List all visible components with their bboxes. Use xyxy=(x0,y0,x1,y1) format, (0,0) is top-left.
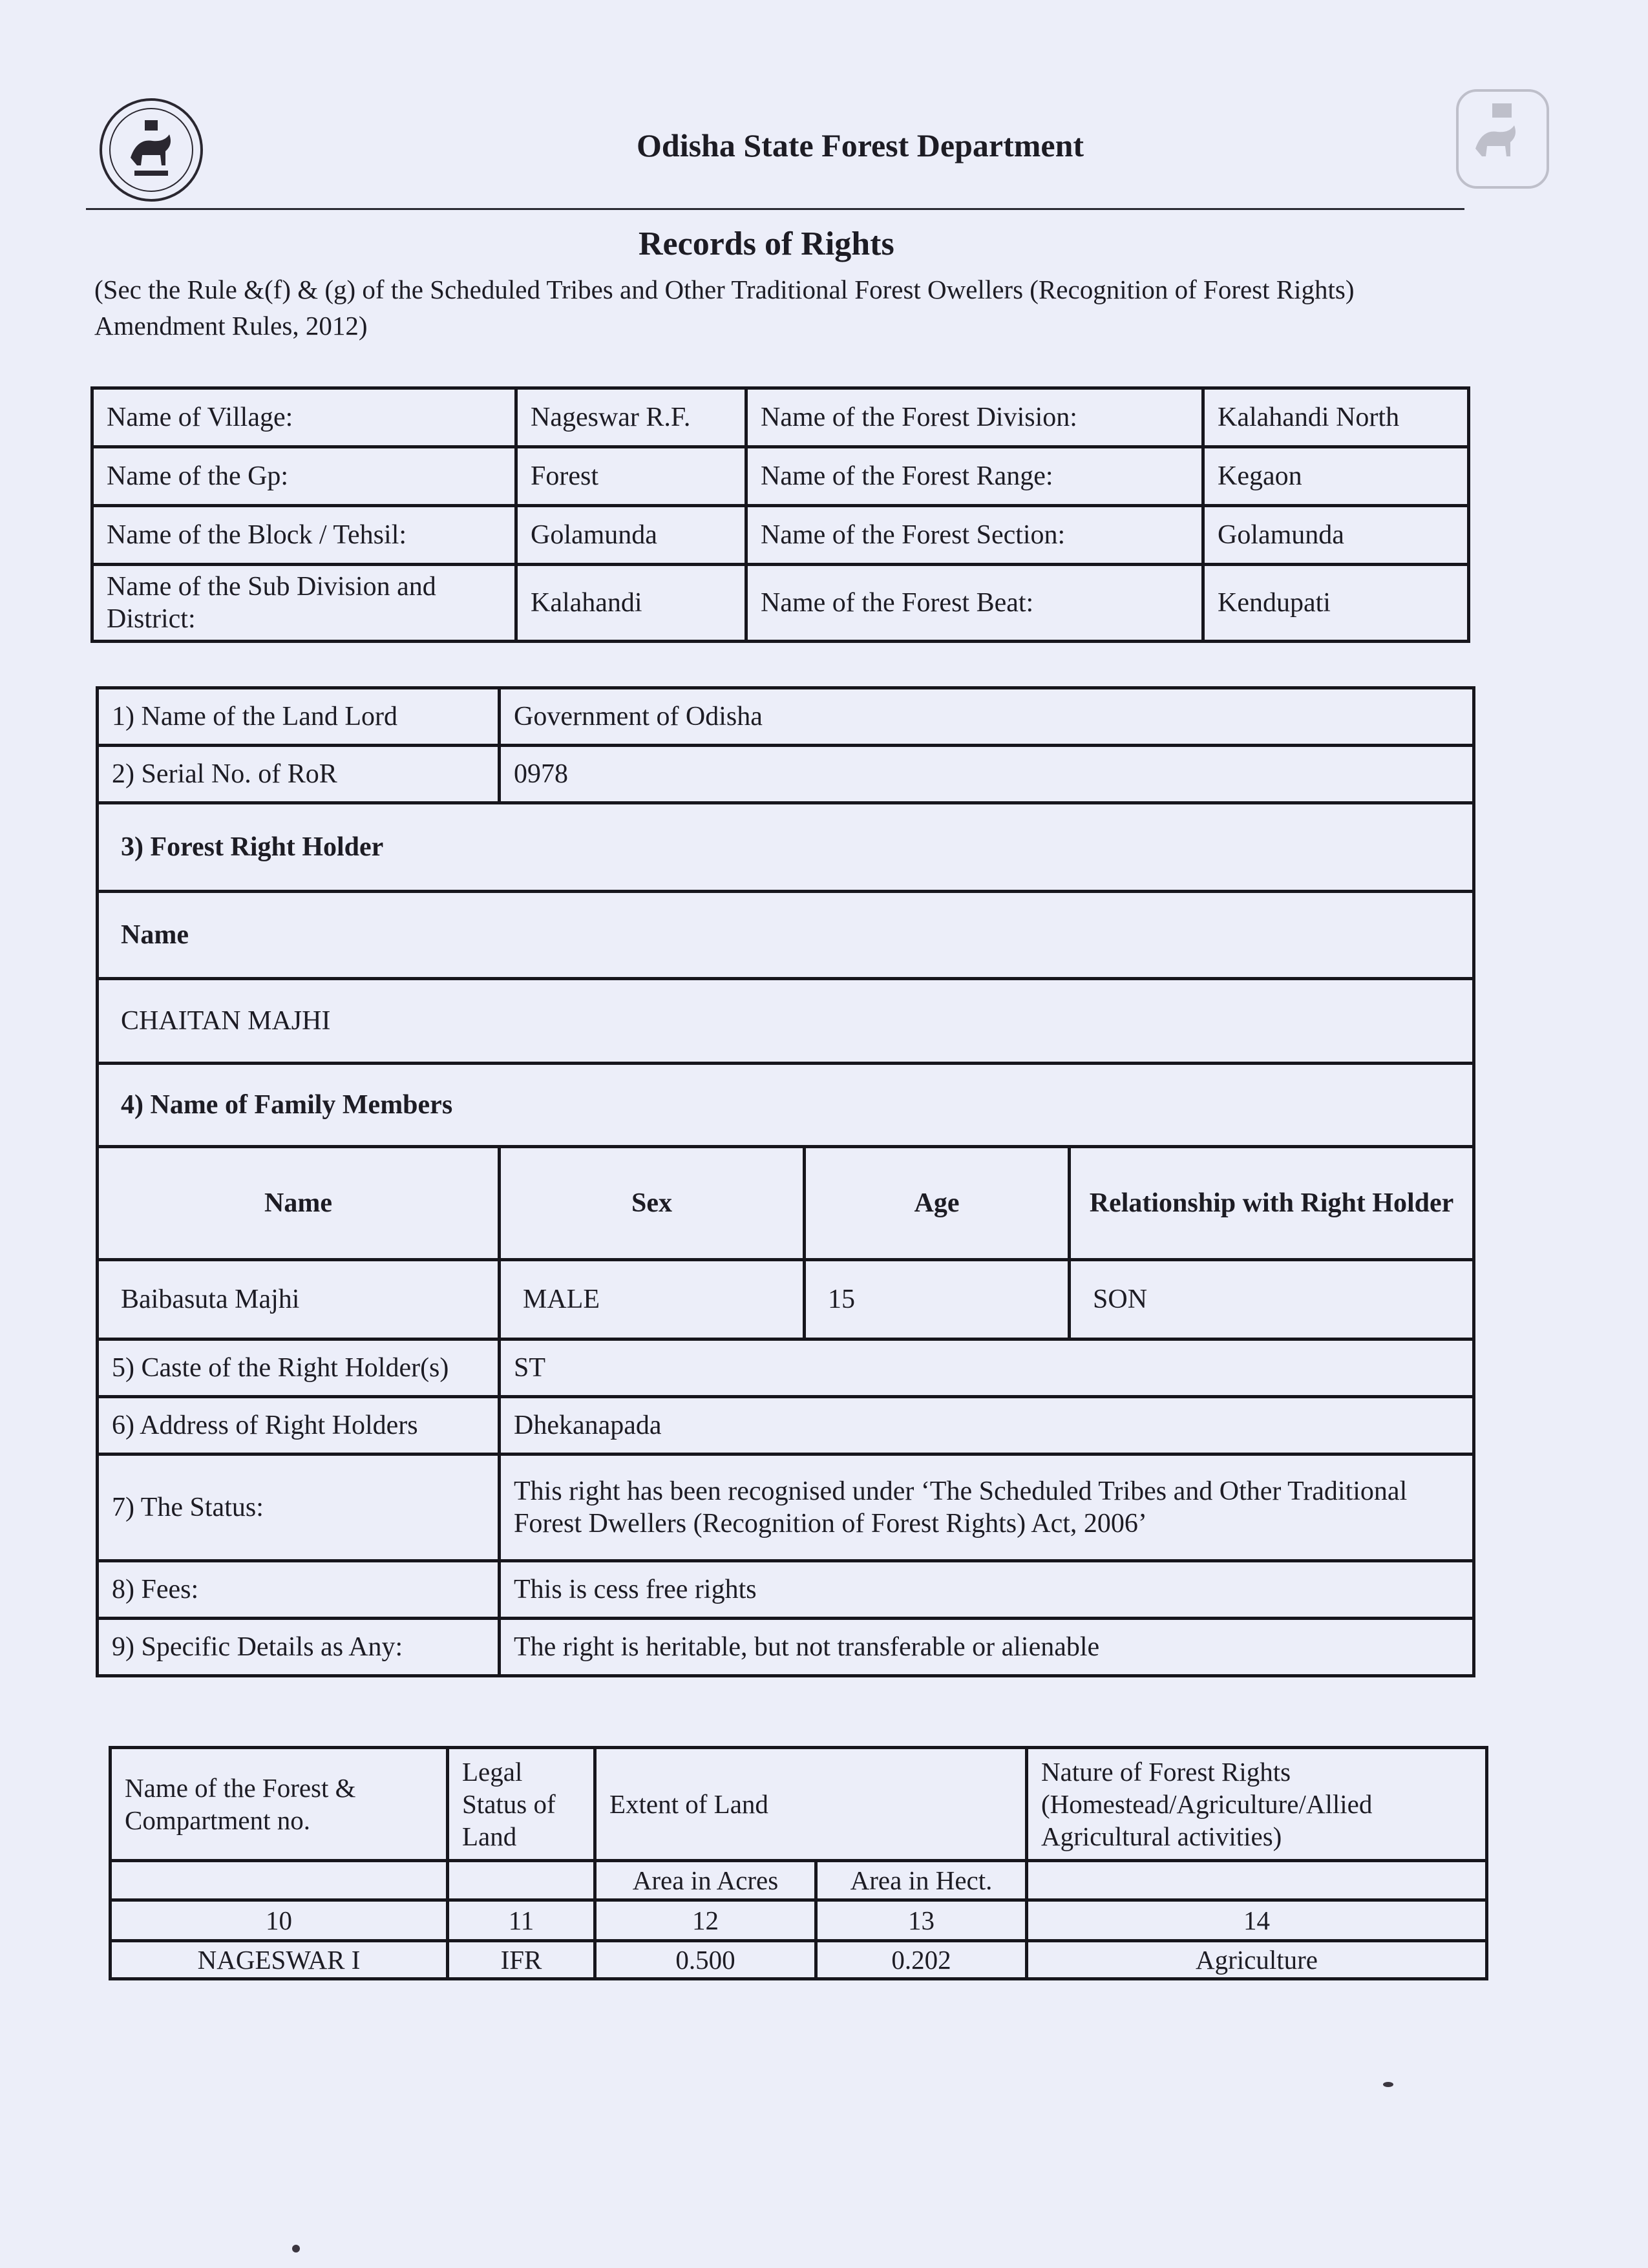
forest-department-seal-icon xyxy=(1451,78,1554,194)
table-row xyxy=(111,1861,1487,1900)
block-label: Name of the Block / Tehsil: xyxy=(92,506,516,565)
table-row xyxy=(111,1748,1487,1861)
details-value: The right is heritable, but not transferable or alienable xyxy=(500,1619,1474,1676)
blank-cell xyxy=(448,1861,595,1900)
gp-label: Name of the Gp: xyxy=(92,447,516,506)
details-label: 9) Specific Details as Any: xyxy=(98,1619,500,1676)
ink-speck xyxy=(292,2245,300,2252)
status-value xyxy=(500,1454,1474,1561)
table-row xyxy=(98,746,1474,803)
land-table xyxy=(109,1746,1488,1980)
status-line-2: Forest Dwellers (Recognition of Forest Rights) Act, 2006’ xyxy=(514,1509,1147,1538)
family-heading: 4) Name of Family Members xyxy=(98,1064,1474,1147)
subdivision-value: Kalahandi xyxy=(516,565,746,642)
family-member-name: Baibasuta Majhi xyxy=(98,1260,500,1339)
family-member-age: 15 xyxy=(805,1260,1070,1339)
table-row xyxy=(98,1397,1474,1454)
subdivision-label: Name of the Sub Division and District: xyxy=(92,565,516,642)
num-forest: 10 xyxy=(111,1900,448,1941)
serial-label: 2) Serial No. of RoR xyxy=(98,746,500,803)
header-divider xyxy=(86,208,1464,210)
table-row xyxy=(98,1147,1474,1260)
col-area-hect: Area in Hect. xyxy=(816,1861,1027,1900)
landlord-value: Government of Odisha xyxy=(500,688,1474,746)
table-row xyxy=(98,1260,1474,1339)
fees-value: This is cess free rights xyxy=(500,1561,1474,1619)
col-nature-of-rights: Nature of Forest Rights (Homestead/Agriculture/Allied Agricultural activities) xyxy=(1027,1748,1487,1861)
village-value: Nageswar R.F. xyxy=(516,388,746,447)
col-legal-status: Legal Status of Land xyxy=(448,1748,595,1861)
holder-name: CHAITAN MAJHI xyxy=(98,979,1474,1064)
holder-heading: 3) Forest Right Holder xyxy=(98,803,1474,892)
status-line-1: This right has been recognised under ‘The Scheduled Tribes and Other Traditional xyxy=(514,1476,1408,1506)
table-row xyxy=(92,447,1469,506)
address-label: 6) Address of Right Holders xyxy=(98,1397,500,1454)
table-row xyxy=(92,506,1469,565)
status-label: 7) The Status: xyxy=(98,1454,500,1561)
blank-cell xyxy=(1027,1861,1487,1900)
forest-division-label: Name of the Forest Division: xyxy=(746,388,1203,447)
family-col-name: Name xyxy=(98,1147,500,1260)
legal-value: IFR xyxy=(448,1941,595,1979)
num-acres: 12 xyxy=(595,1900,816,1941)
table-row xyxy=(98,1561,1474,1619)
table-row xyxy=(92,565,1469,642)
forest-range-label: Name of the Forest Range: xyxy=(746,447,1203,506)
table-row xyxy=(98,803,1474,892)
address-value: Dhekanapada xyxy=(500,1397,1474,1454)
table-row xyxy=(111,1941,1487,1979)
forest-section-value: Golamunda xyxy=(1203,506,1469,565)
document-title: Records of Rights xyxy=(639,226,894,262)
village-label: Name of Village: xyxy=(92,388,516,447)
landlord-label: 1) Name of the Land Lord xyxy=(98,688,500,746)
table-row xyxy=(98,1064,1474,1147)
family-col-relationship: Relationship with Right Holder xyxy=(1070,1147,1474,1260)
table-row xyxy=(98,1619,1474,1676)
caste-value: ST xyxy=(500,1339,1474,1397)
acres-value: 0.500 xyxy=(595,1941,816,1979)
forest-beat-label: Name of the Forest Beat: xyxy=(746,565,1203,642)
forest-beat-value: Kendupati xyxy=(1203,565,1469,642)
table-row xyxy=(92,388,1469,447)
table-row xyxy=(98,1454,1474,1561)
rule-reference: (Sec the Rule &(f) & (g) of the Scheduled Tribes and Other Traditional Forest Owellers (Recognition of Forest Rights) Amendment Rules, 2012) xyxy=(94,275,1355,341)
col-forest-compartment: Name of the Forest & Compartment no. xyxy=(111,1748,448,1861)
blank-cell xyxy=(111,1861,448,1900)
block-value: Golamunda xyxy=(516,506,746,565)
forest-section-label: Name of the Forest Section: xyxy=(746,506,1203,565)
nature-value: Agriculture xyxy=(1027,1941,1487,1979)
table-row xyxy=(98,892,1474,979)
forest-division-value: Kalahandi North xyxy=(1203,388,1469,447)
num-legal: 11 xyxy=(448,1900,595,1941)
table-row xyxy=(111,1900,1487,1941)
record-table xyxy=(96,686,1475,1677)
ink-speck xyxy=(1383,2082,1393,2087)
location-table xyxy=(90,386,1470,643)
family-member-sex: MALE xyxy=(500,1260,805,1339)
department-title: Odisha State Forest Department xyxy=(637,127,1084,163)
table-row xyxy=(98,1339,1474,1397)
odisha-emblem-icon xyxy=(97,96,206,204)
col-extent-of-land: Extent of Land xyxy=(595,1748,1027,1861)
num-hect: 13 xyxy=(816,1900,1027,1941)
table-row xyxy=(98,979,1474,1064)
caste-label: 5) Caste of the Right Holder(s) xyxy=(98,1339,500,1397)
hect-value: 0.202 xyxy=(816,1941,1027,1979)
gp-value: Forest xyxy=(516,447,746,506)
forest-value: NAGESWAR I xyxy=(111,1941,448,1979)
family-col-sex: Sex xyxy=(500,1147,805,1260)
fees-label: 8) Fees: xyxy=(98,1561,500,1619)
family-col-age: Age xyxy=(805,1147,1070,1260)
num-nature: 14 xyxy=(1027,1900,1487,1941)
table-row xyxy=(98,688,1474,746)
forest-range-value: Kegaon xyxy=(1203,447,1469,506)
name-heading: Name xyxy=(98,892,1474,979)
col-area-acres: Area in Acres xyxy=(595,1861,816,1900)
family-member-relationship: SON xyxy=(1070,1260,1474,1339)
serial-value: 0978 xyxy=(500,746,1474,803)
